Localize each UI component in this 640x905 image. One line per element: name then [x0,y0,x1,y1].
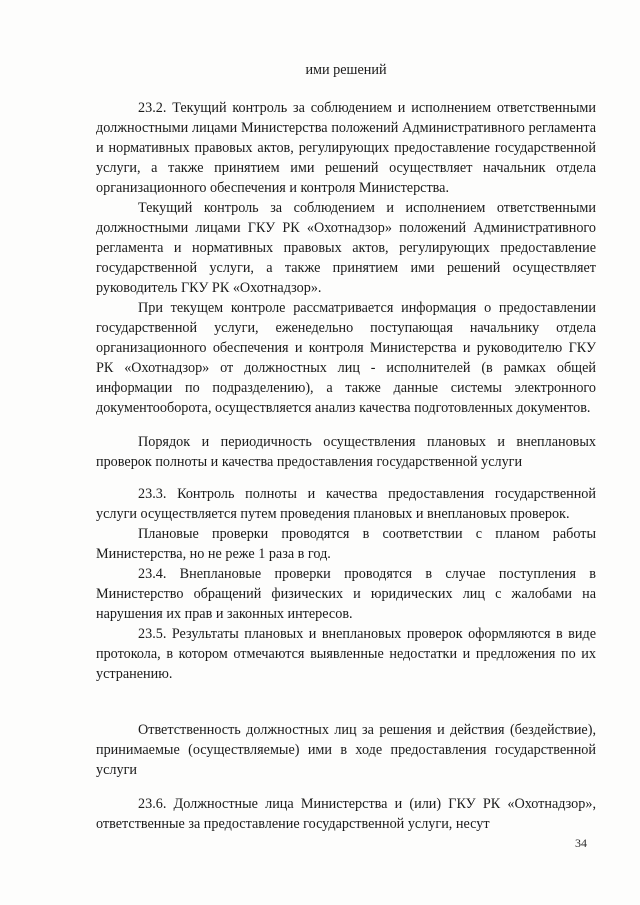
page-number: 34 [575,836,587,850]
running-title: ими решений [305,62,387,78]
paragraph-23-5: 23.5. Результаты плановых и внеплановых проверок оформляются в виде протокола, в котором отмечаются выявленные недостатки и предложения по их устранению. [96,626,596,682]
paragraph-23-6: 23.6. Должностные лица Министерства и (или) ГКУ РК «Охотнадзор», ответственные за предоставление государственной услуги, несут [96,796,596,832]
section-heading-responsibility: Ответственность должностных лиц за решения и действия (бездействие), принимаемые (осуществляемые) ими в ходе предоставления государственной услуги [96,722,596,778]
document-body [96,60,596,834]
paragraph-planned-inspections: Плановые проверки проводятся в соответствии с планом работы Министерства, но не реже 1 раза в год. [96,526,596,562]
paragraph-23-4: 23.4. Внеплановые проверки проводятся в случае поступления в Министерство обращений физических и юридических лиц с жалобами на нарушения их прав и законных интересов. [96,566,596,622]
paragraph-current-control-info: При текущем контроле рассматривается информация о предоставлении государственной услуги, еженедельно поступающая начальнику отдела организационного обеспечения и контроля Министерства и руководителю ГКУ РК «Охотнадзор» от должностных лиц - исполнителей (в рамках общей информации по подразделению), а также данные системы электронного документооборота, осуществляется анализ качества подготовленных документов. [96,300,596,416]
paragraph-23-3: 23.3. Контроль полноты и качества предоставления государственной услуги осуществляется путем проведения плановых и внеплановых проверок. [96,486,596,522]
paragraph-current-control-okhotnadzor: Текущий контроль за соблюдением и исполнением ответственными должностными лицами ГКУ РК «Охотнадзор» положений Административного регламента и нормативных правовых актов, регулирующих предоставление государственной услуги, а также принятием ими решений осуществляет руководитель ГКУ РК «Охотнадзор». [96,200,596,296]
paragraph-23-2: 23.2. Текущий контроль за соблюдением и исполнением ответственными должностными лицами Министерства положений Административного регламента и нормативных правовых актов, регулирующих предоставление государственной услуги, а также принятием ими решений осуществляет начальник отдела организационного обеспечения и контроля Министерства. [96,100,596,196]
section-heading-inspections: Порядок и периодичность осуществления плановых и внеплановых проверок полноты и качества предоставления государственной услуги [96,434,596,470]
